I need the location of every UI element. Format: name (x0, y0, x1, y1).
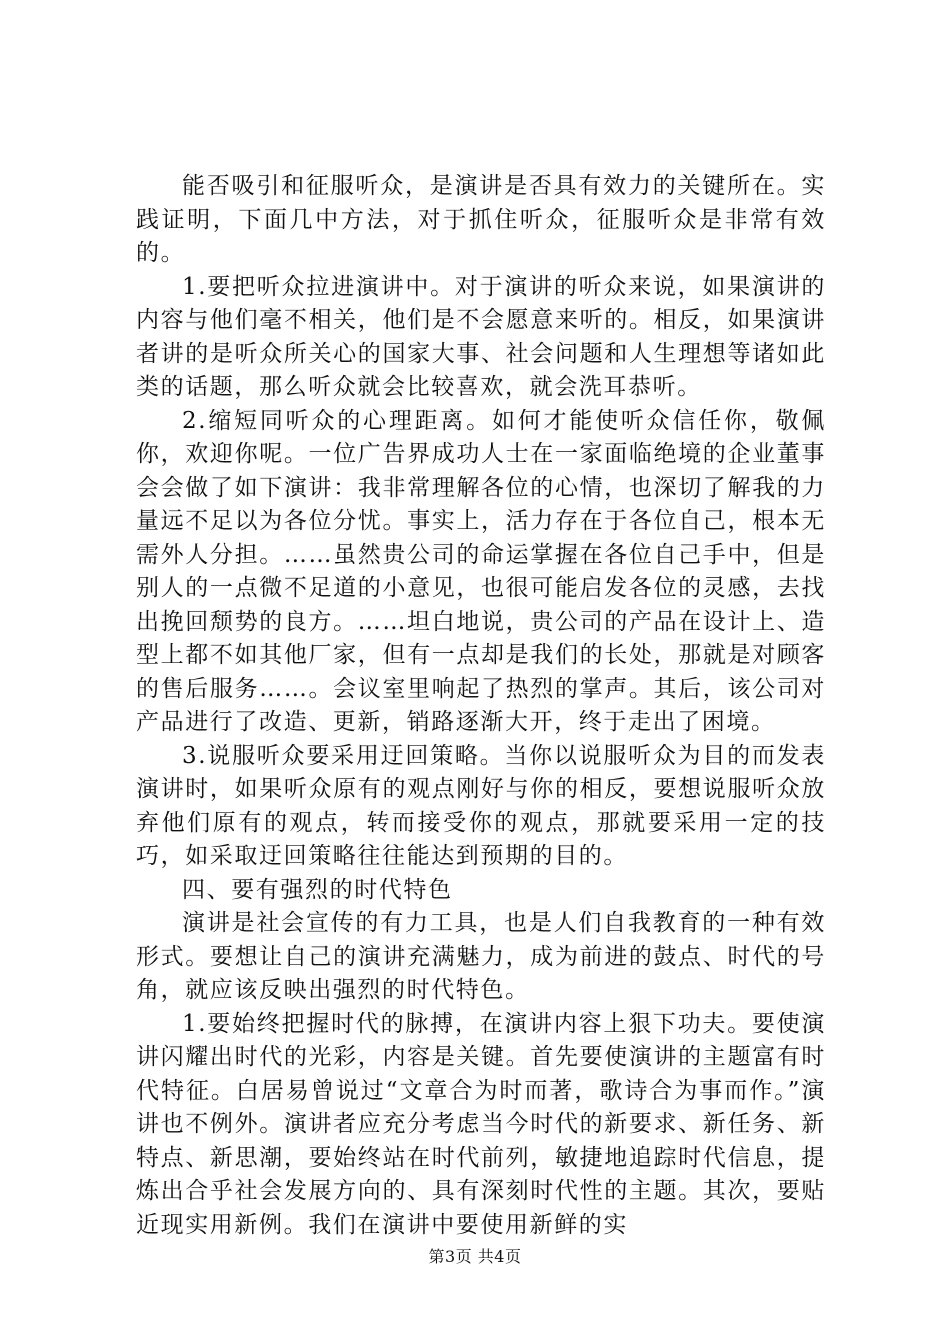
paragraph-section-point-1: 1.要始终把握时代的脉搏，在演讲内容上狠下功夫。要使演讲闪耀出时代的光彩，内容是关键。首先要使演讲的主题富有时代特征。白居易曾说过“文章合为时而著，歌诗合为事而作。”演讲也不例外。演讲者应充分考虑当今时代的新要求、新任务、新特点、新思潮，要始终站在时代前列，敏捷地追踪时代信息，提炼出合乎社会发展方向的、具有深刻时代性的主题。其次，要贴近现实用新例。我们在演讲中要使用新鲜的实 (136, 1010, 826, 1238)
paragraph-intro: 能否吸引和征服听众，是演讲是否具有效力的关键所在。实践证明，下面几中方法，对于抓住听众，征服听众是非常有效的。 (136, 173, 826, 266)
document-body (136, 170, 826, 1242)
page-number-footer: 第3页 共4页 (428, 1247, 522, 1266)
paragraph-point-1: 1.要把听众拉进演讲中。对于演讲的听众来说，如果演讲的内容与他们毫不相关，他们是不会愿意来听的。相反，如果演讲者讲的是听众所关心的国家大事、社会问题和人生理想等诸如此类的话题，那么听众就会比较喜欢，就会洗耳恭听。 (136, 273, 826, 400)
paragraph-point-3: 3.说服听众要采用迂回策略。当你以说服听众为目的而发表演讲时，如果听众原有的观点刚好与你的相反，要想说服听众放弃他们原有的观点，转而接受你的观点，那就要采用一定的技巧，如采取迂回策略往往能达到预期的目的。 (136, 742, 826, 869)
section-heading: 四、要有强烈的时代特色 (182, 876, 453, 903)
paragraph-point-2: 2.缩短同听众的心理距离。如何才能使听众信任你，敬佩你，欢迎你呢。一位广告界成功人士在一家面临绝境的企业董事会会做了如下演讲：我非常理解各位的心情，也深切了解我的力量远不足以为各位分忧。事实上，活力存在于各位自己，根本无需外人分担。……虽然贵公司的命运掌握在各位自己手中，但是别人的一点微不足道的小意见，也很可能启发各位的灵感，去找出挽回颓势的良方。……坦白地说，贵公司的产品在设计上、造型上都不如其他厂家，但有一点却是我们的长处，那就是对顾客的售后服务……。会议室里响起了热烈的掌声。其后，该公司对产品进行了改造、更新，销路逐渐大开，终于走出了困境。 (136, 407, 826, 735)
paragraph-section-intro: 演讲是社会宣传的有力工具，也是人们自我教育的一种有效形式。要想让自己的演讲充满魅力，成为前进的鼓点、时代的号角，就应该反映出强烈的时代特色。 (136, 910, 826, 1003)
